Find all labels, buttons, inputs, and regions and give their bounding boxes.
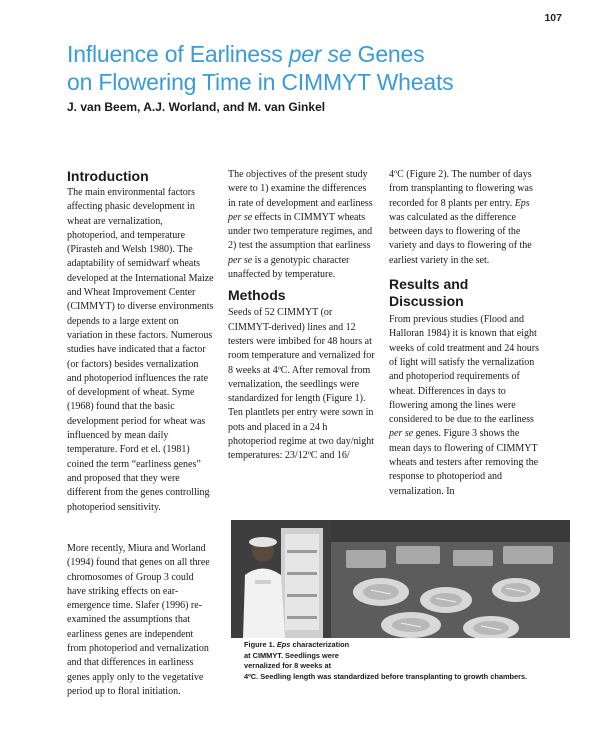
italic-run: per se bbox=[228, 211, 253, 223]
introduction-paragraph-1: The main environmental factors affecting phasic development in wheat are vernalization, photoperiod, and temperature (Pirasteh and Welsh 1980). The adaptability of semidwarf wheats developed at the International Maize and Wheat Improvement Center (CIMMYT) to diverse environments depends to a large extent on variation in these factors. Numerous studies have indicated that a factor (or factors) besides vernalization and photoperiod influences the rate of development of wheat. Syme (1968) found that the basic development period for wheat was influenced by mean daily temperature. Ford et el. (1981) coined the term “earliness genes” and proposed that they were different from the genes controlling photoperiod sensitivity. bbox=[67, 187, 214, 513]
introduction-section bbox=[67, 168, 215, 515]
figure-1-caption bbox=[244, 640, 574, 682]
italic-run: Eps bbox=[514, 197, 530, 209]
introduction-continued bbox=[67, 542, 215, 699]
text-run: was calculated as the difference between days to flowering of the variety and days to flowering of the earliest variety in the set. bbox=[389, 211, 532, 266]
methods-continued-paragraph bbox=[389, 168, 539, 268]
text-run: The objectives of the present study were to 1) examine the differences in rate of development and earliness bbox=[228, 169, 373, 209]
italic-run: per se bbox=[389, 428, 414, 440]
figure-1-photo bbox=[231, 520, 570, 638]
page-number: 107 bbox=[544, 12, 562, 24]
text-run: effects in CIMMYT wheats under two temperature regimes, and 2) test the assumption that earliness bbox=[228, 211, 373, 252]
text-run: 4ºC (Figure 2). The number of days from transplanting to flowering was recorded for 8 plants per entry. bbox=[389, 169, 533, 209]
caption-line: vernalized for 8 weeks at bbox=[244, 661, 332, 670]
caption-line bbox=[244, 640, 574, 651]
caption-italic: Eps bbox=[276, 640, 291, 649]
italic-run: per se bbox=[228, 254, 253, 266]
title-italic: per se bbox=[288, 41, 352, 67]
text-run: genes. Figure 3 shows the mean days to flowering of CIMMYT wheats and testers after removing the response to photoperiod and vernalization. In bbox=[389, 428, 539, 497]
caption-line: at CIMMYT. Seedlings were bbox=[244, 650, 339, 660]
methods-and-results bbox=[389, 168, 539, 499]
author-list: J. van Beem, A.J. Worland, and M. van Ginkel bbox=[67, 100, 326, 114]
title-line-1 bbox=[67, 40, 587, 68]
objectives-and-methods bbox=[228, 168, 376, 464]
title-text: Influence of Earliness bbox=[67, 41, 289, 67]
caption-line: 4ºC. Seedling length was standardized before transplanting to growth chambers. bbox=[244, 671, 528, 681]
introduction-paragraph-2: More recently, Miura and Worland (1994) found that genes on all three chromosomes of Group 3 could have striking effects on ear-emergence time. Slafer (1996) re-examined the assumptions that earliness genes are independent from photoperiod and vernalization and that differences in earliness genes apply only to the vegetative period up to floral initiation. bbox=[67, 543, 210, 697]
title-text: Genes bbox=[351, 41, 425, 67]
title-line-2: on Flowering Time in CIMMYT Wheats bbox=[67, 69, 454, 95]
text-run: is a genotypic character unaffected by temperature. bbox=[228, 254, 350, 281]
section-heading-introduction: Introduction bbox=[67, 168, 149, 184]
objectives-paragraph bbox=[228, 168, 376, 282]
section-heading-results: Results and Discussion bbox=[389, 276, 469, 310]
methods-paragraph: Seeds of 52 CIMMYT (or CIMMYT-derived) lines and 12 testers were imbibed for 48 hours at room temperature and vernalized for 8 weeks at 4ºC. After removal from vernalization, the seedlings were standardized for length (Figure 1). Ten plantlets per entry were sown in pots and placed in a 24 h photoperiod regime at two day/night temperatures: 23/12ºC and 16/ bbox=[228, 307, 375, 462]
section-heading-methods: Methods bbox=[228, 287, 286, 304]
caption-text: Figure 1. bbox=[244, 640, 277, 649]
article-title bbox=[67, 40, 587, 96]
results-paragraph bbox=[389, 313, 539, 499]
text-run: From previous studies (Flood and Halloran 1984) it is known that eight weeks of cold treatment and 24 hours of light will satisfy the vernalization and photoperiod requirements of wheat. Differences in days to flowering among the lines were considered to be due to the earliness bbox=[389, 314, 539, 426]
caption-text: characterization bbox=[290, 640, 350, 649]
